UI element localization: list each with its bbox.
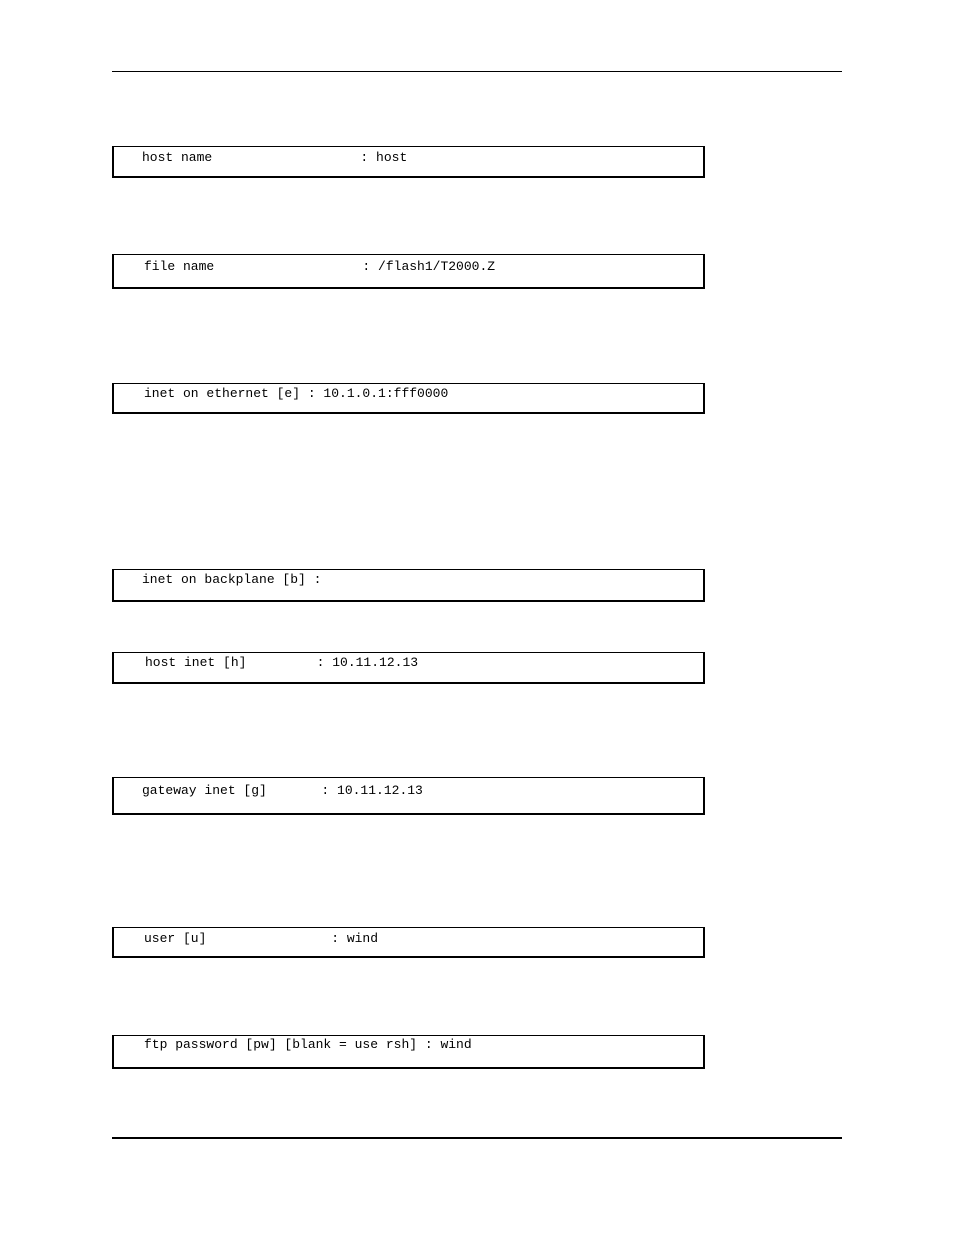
user-field xyxy=(112,927,705,958)
gateway-inet-line: gateway inet [g] : 10.11.12.13 xyxy=(142,783,423,798)
host-name-line: host name : host xyxy=(142,150,408,165)
file-name-line: file name : /flash1/T2000.Z xyxy=(144,259,496,274)
header-rule xyxy=(112,71,842,72)
inet-backplane-field xyxy=(112,569,705,602)
user-line: user [u] : wind xyxy=(144,931,379,946)
host-inet-field xyxy=(112,652,705,684)
file-name-field xyxy=(112,254,705,289)
inet-ethernet-line: inet on ethernet [e] : 10.1.0.1:fff0000 xyxy=(144,386,449,401)
host-inet-line: host inet [h] : 10.11.12.13 xyxy=(145,655,419,670)
footer-rule xyxy=(112,1137,842,1139)
gateway-inet-field xyxy=(112,777,705,815)
ftp-password-field xyxy=(112,1035,705,1069)
inet-backplane-line: inet on backplane [b] : xyxy=(142,572,322,587)
host-name-field xyxy=(112,146,705,178)
ftp-password-line: ftp password [pw] [blank = use rsh] : wind xyxy=(144,1037,472,1052)
inet-ethernet-field xyxy=(112,383,705,414)
